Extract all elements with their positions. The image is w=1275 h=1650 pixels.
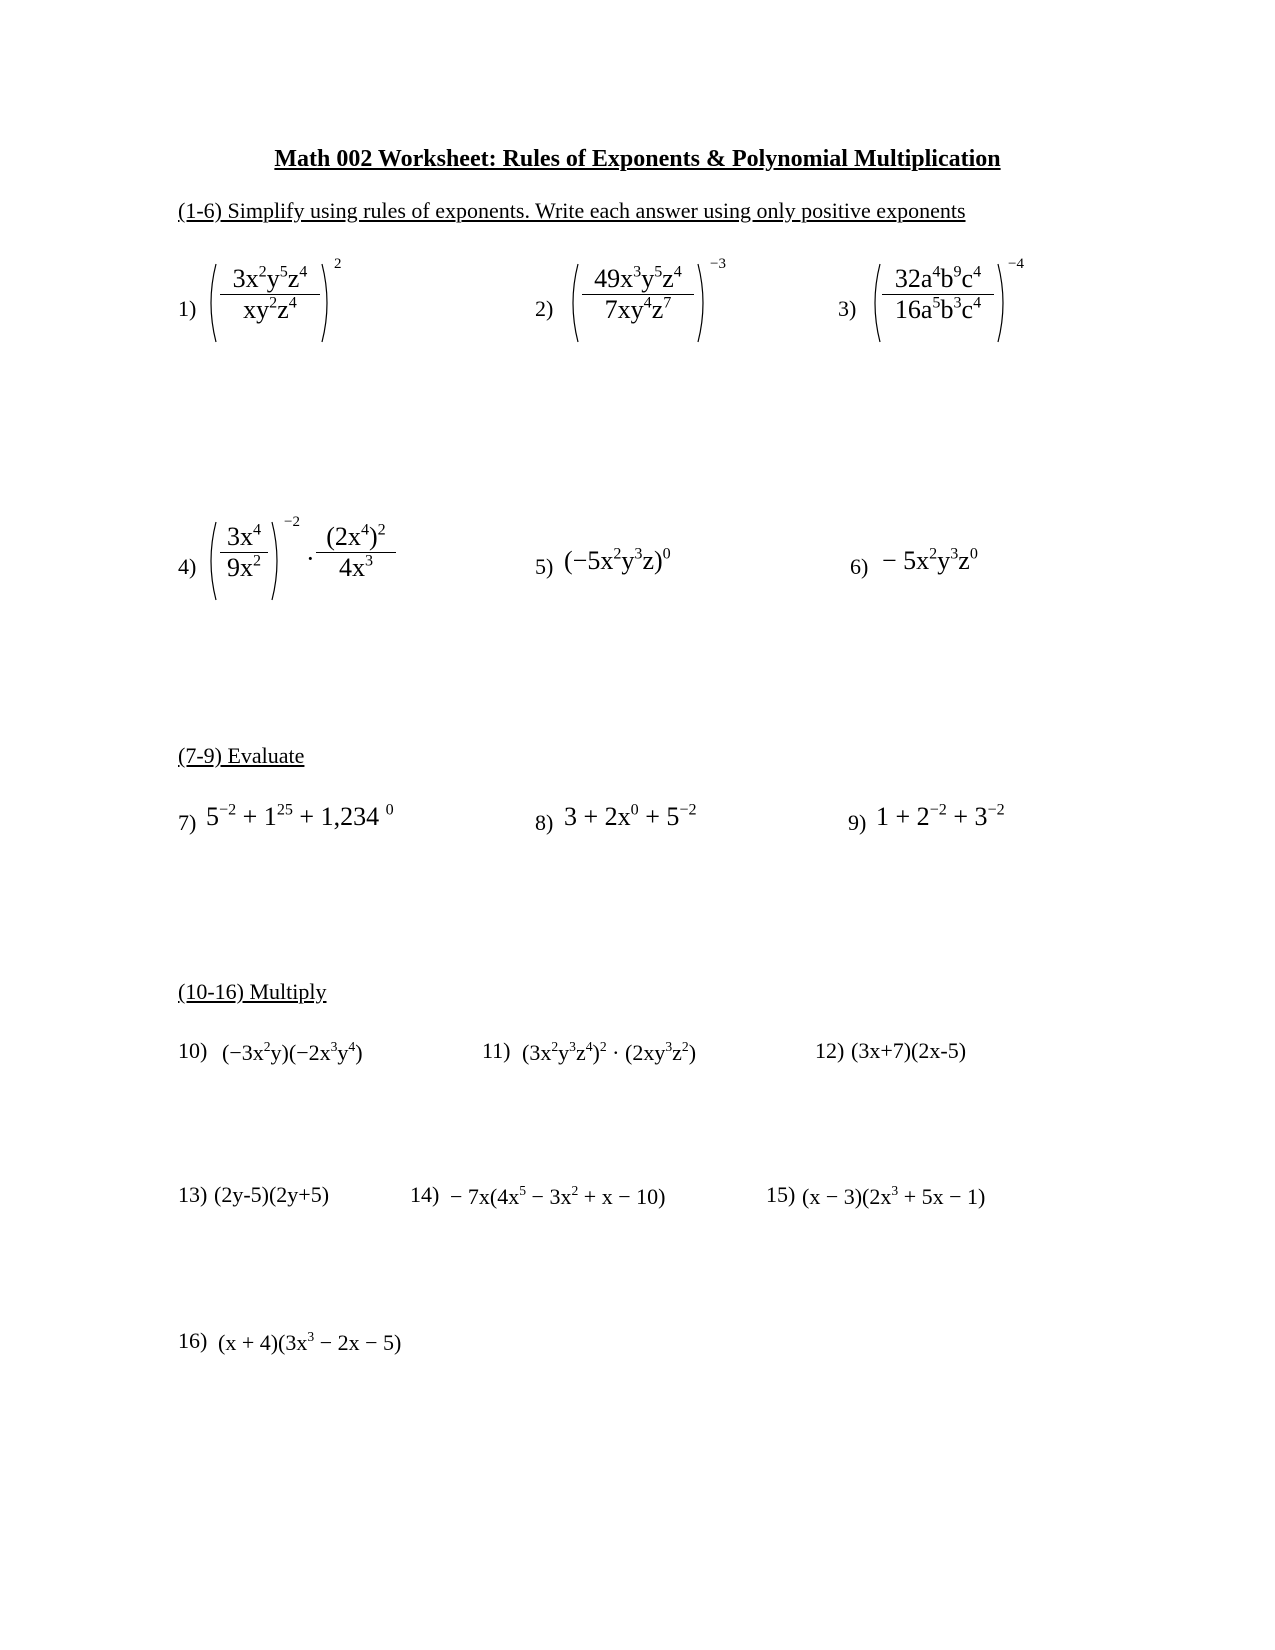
problem-3-expression	[868, 256, 1048, 344]
left-paren	[204, 520, 218, 602]
problem-6-number: 6)	[850, 554, 869, 579]
problem-4-expression	[204, 514, 404, 602]
problem-11-number: 11)	[482, 1038, 511, 1063]
problem-9-expression: $1 + 2^{-2} + 3^{-2}$	[876, 801, 1005, 831]
problem-15-expression: $(x - 3)(2x^3 + 5x - 1)$	[802, 1183, 986, 1209]
problem-7-expression: $5^{-2} + 1^{25} + 1,234$ $^0$	[206, 801, 394, 831]
left-paren	[204, 262, 218, 344]
problem-15-number: 15)	[766, 1182, 796, 1207]
problem-14-expression: − $7x(4x^5 - 3x^2 + x - 10)$	[450, 1183, 666, 1209]
problem-3-outer-exponent: −4	[1008, 256, 1024, 272]
right-paren	[270, 520, 284, 602]
problem-10-number: 10)	[178, 1038, 208, 1063]
problem-12-number: 12)	[815, 1038, 845, 1063]
problem-4-number: 4)	[178, 554, 197, 579]
problem-10-expression: $(-3x^2y)(-2x^3y^4)$	[222, 1039, 363, 1065]
problem-16-expression: $(x + 4)(3x^3 - 2x - 5)$	[218, 1329, 402, 1355]
problem-1-outer-exponent: 2	[334, 256, 342, 272]
problem-13-number: 13)	[178, 1182, 208, 1207]
problem-1-expression	[204, 256, 344, 344]
problem-3-number: 3)	[838, 296, 857, 321]
problem-4-outer-exponent: −2	[284, 514, 300, 530]
problem-11-expression: $(3x^2y^3z^4)^2 \cdot (2xy^3z^2)$	[522, 1039, 697, 1065]
problem-14-number: 14)	[410, 1182, 440, 1207]
problem-1-fraction: $3x^2y^5z^4$ $xy^2z^4$	[220, 264, 320, 325]
right-paren	[996, 262, 1010, 344]
problem-4-fraction-left: $3x^4$ $9x^2$	[220, 522, 268, 583]
problem-4-fraction-right: $(2x^4)^2$ $4x^3$	[316, 522, 396, 583]
problem-3-fraction: $32a^4b^9c^4$ $16a^5b^3c^4$	[882, 264, 994, 325]
problem-1-number: 1)	[178, 296, 197, 321]
dot-operator: ·	[306, 544, 315, 573]
problem-5-expression: $(-5x^2y^3z)^0$	[564, 545, 671, 575]
problem-2-outer-exponent: −3	[710, 256, 726, 272]
right-paren	[320, 262, 334, 344]
problem-6-expression: − $5x^2y^3z^0$	[882, 545, 978, 575]
problem-12-expression: (3x+7)(2x-5)	[851, 1038, 967, 1063]
left-paren	[868, 262, 882, 344]
section-heading-multiply: (10-16) Multiply	[178, 979, 327, 1004]
page-title: Math 002 Worksheet: Rules of Exponents & Polynomial Multiplication	[274, 146, 1001, 172]
problem-13-expression: (2y-5)(2y+5)	[214, 1182, 330, 1207]
problem-2-expression	[566, 256, 736, 344]
problem-16-number: 16)	[178, 1328, 208, 1353]
section-heading-evaluate: (7-9) Evaluate	[178, 743, 305, 768]
problem-7-number: 7)	[178, 810, 197, 835]
problem-2-fraction: $49x^3y^5z^4$ $7xy^4z^7$	[582, 264, 694, 325]
problem-2-number: 2)	[535, 296, 554, 321]
problem-9-number: 9)	[848, 810, 867, 835]
problem-5-number: 5)	[535, 554, 554, 579]
left-paren	[566, 262, 580, 344]
problem-8-expression: $3 + 2x^0 + 5^{-2}$	[564, 801, 697, 831]
problem-8-number: 8)	[535, 810, 554, 835]
section-heading-simplify: (1-6) Simplify using rules of exponents. Write each answer using only positive exponents	[178, 198, 966, 223]
right-paren	[696, 262, 710, 344]
